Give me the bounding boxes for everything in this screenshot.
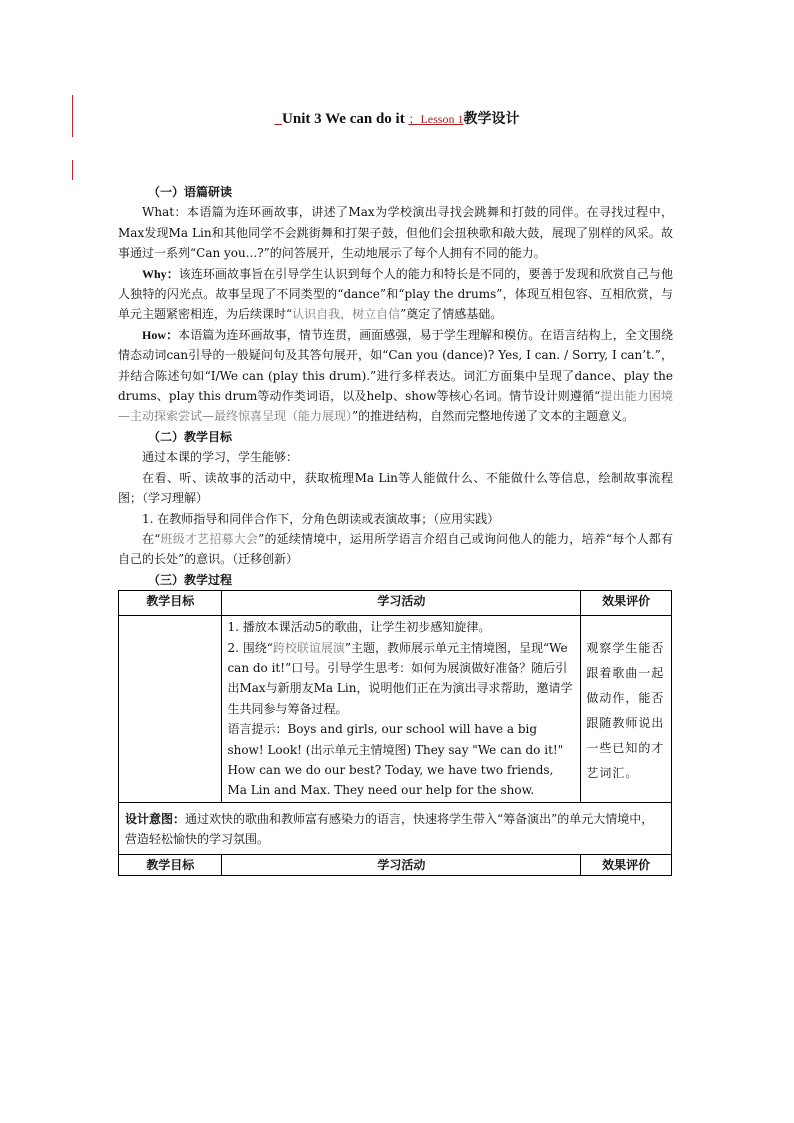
activity-step-2-end: ”主题，教师展示单元主情境图，呈现“We can do it!”口号。引导学生思考：如何为展演做好准备？随后引出Max与新朋友Ma Lin，说明他们正在为演出寻求帮助，邀请学生共同参与筹备过程。 xyxy=(227,640,573,716)
design-intent-text: 通过欢快的歌曲和教师富有感染力的语言，快速将学生带入“筹备演出”的单元大情境中，营造轻松愉快的学习氛围。 xyxy=(125,811,654,847)
title-suffix: 教学设计 xyxy=(463,111,520,127)
header-goal-2: 教学目标 xyxy=(119,854,222,875)
section-heading-3: （三）教学过程 xyxy=(148,572,233,587)
title-prefix: _ xyxy=(274,111,283,127)
row-goal-cell xyxy=(119,616,222,803)
goal-3-start: 在“ xyxy=(142,531,161,546)
header-activity-2: 学习活动 xyxy=(222,854,581,875)
what-label: What： xyxy=(142,205,187,220)
why-text-end: ”奠定了情感基础。 xyxy=(400,307,503,322)
header-activity: 学习活动 xyxy=(222,591,581,616)
how-text: 本语篇为连环画故事，情节连贯，画面感强，易于学生理解和模仿。在语言结构上，全文围绕情态动词can引导的一般疑问句及其答句展开，如“Can you (dance)? Yes, I can. / Sorry, I can’t.”，并结合陈述句如“I/We can (play this drum).”进行多样表达。词汇方面集中呈现了dance、play the drums、play this drum等动作类词语，以及help、show等核心名词。情节设计则遵循“ xyxy=(118,327,673,404)
goal-2: 1. 在教师指导和同伴合作下，分角色朗读或表演故事；（应用实践） xyxy=(142,511,500,526)
design-intent-row xyxy=(119,802,672,854)
goals-intro: 通过本课的学习，学生能够： xyxy=(142,450,299,465)
page-title xyxy=(0,108,794,128)
title-unit: Unit 3 We can do it xyxy=(282,111,405,127)
goal-3-highlight: 班级才艺招募大会 xyxy=(160,531,259,546)
activity-step-2-start: 2. 围绕“ xyxy=(227,640,273,655)
document-body xyxy=(118,182,673,876)
design-intent-label: 设计意图： xyxy=(125,811,186,826)
activity-step-2 xyxy=(227,638,575,720)
language-prompt: 语言提示：Boys and girls, our school will have a big show! Look! (出示单元主情境图) They say "We can do it!" How can we do our best? Today, we have two friends, Ma Lin and Max. They need our help for the show. xyxy=(227,722,564,798)
what-text: 本语篇为连环画故事，讲述了Max为学校演出寻找会跳舞和打鼓的同伴。在寻找过程中，Max发现Ma Lin和其他同学不会跳街舞和打架子鼓，但他们会扭秧歌和敲大鼓，展现了别样的风采。故事通过一系列“Can you...?”的问答展开，生动地展示了每个人拥有不同的能力。 xyxy=(118,205,673,261)
goal-1: 在看、听、读故事的活动中，获取梳理Ma Lin等人能做什么、不能做什么等信息，绘制故事流程图；（学习理解） xyxy=(118,470,673,506)
header-goal: 教学目标 xyxy=(119,591,222,616)
why-label: Why： xyxy=(142,266,179,281)
section-heading-1: （一）语篇研读 xyxy=(148,185,233,199)
activity-highlight: 跨校联谊展演 xyxy=(272,640,345,655)
how-paragraph xyxy=(118,325,673,427)
row-activity-cell xyxy=(222,616,581,803)
header-eval: 效果评价 xyxy=(581,591,672,616)
why-text: 该连环画故事旨在引导学生认识到每个人的能力和特长是不同的，要善于发现和欣赏自己与他人独特的闪光点。故事呈现了不同类型的“dance”和“play the drums”，体现互相包容、互相欣赏，与单元主题紧密相连，为后续课时“ xyxy=(118,266,673,322)
design-intent-cell xyxy=(119,802,672,854)
header-eval-2: 效果评价 xyxy=(581,854,672,875)
margin-mark-bottom xyxy=(72,160,73,180)
goal-3-end: ”的延续情境中，运用所学语言介绍自己或询问他人的能力，培养“每个人都有自己的长处”的意识。（迁移创新） xyxy=(118,531,673,567)
how-highlight: 提出能力困境—主动探索尝试—最终惊喜呈现（能力展现） xyxy=(118,389,673,424)
why-highlight: 认识自我，树立自信 xyxy=(292,307,401,322)
goal-3 xyxy=(118,529,673,570)
table-header-row-2 xyxy=(119,854,672,875)
table-row xyxy=(119,616,672,803)
activity-step-1: 1. 播放本课活动5的歌曲，让学生初步感知旋律。 xyxy=(227,620,491,635)
row-eval-cell: 观察学生能否跟着歌曲一起做动作，能否跟随教师说出一些已知的才艺词汇。 xyxy=(581,616,672,803)
why-paragraph xyxy=(118,264,673,325)
title-lesson: ；Lesson 1 xyxy=(408,112,464,126)
process-table xyxy=(118,590,672,876)
how-text-end: ”的推进结构，自然而完整地传递了文本的主题意义。 xyxy=(352,409,635,424)
what-paragraph xyxy=(118,202,673,263)
table-header-row xyxy=(119,591,672,616)
how-label: How： xyxy=(142,327,179,342)
section-heading-2: （二）教学目标 xyxy=(148,429,233,444)
